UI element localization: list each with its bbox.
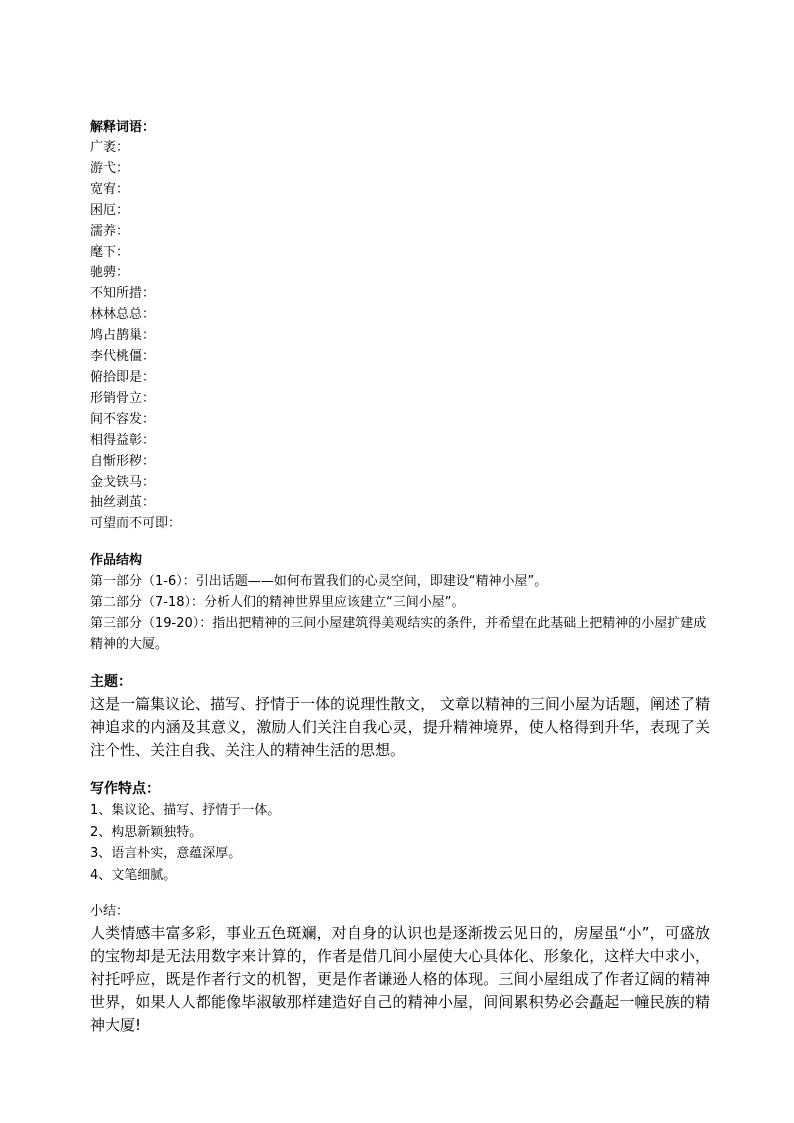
vocab-term: 林林总总： [90, 307, 156, 323]
theme-heading: 主题： [90, 674, 132, 691]
summary-text: 人类情感丰富多彩，事业五色斑斓，对自身的认识也是逐渐拨云见日的，房屋虽“小”，可盛放的宝物却是无法用数字来计算的，作者是借几间小屋使大心具体化、形象化，这样大中求小，衬托呼应，既是作者行文的机智，更是作者谦逊人格的体现。三间小屋组成了作者辽阔的精神世界，如果人人都能像毕淑敏那样建造好自己的精神小屋，间间累积势必会矗起一幢民族的精神大厦! [90, 924, 710, 1035]
vocab-term: 俯拾即是： [90, 369, 156, 385]
vocab-heading: 解释词语： [90, 120, 156, 135]
structure-heading: 作品结构 [90, 553, 143, 569]
structure-part-1: 第一部分（1-6）：引出话题——如何布置我们的心灵空间，即建设“精神小屋”。 [90, 574, 548, 590]
features-heading: 写作特点： [90, 781, 160, 798]
theme-text: 这是一篇集议论、描写、抒情于一体的说理性散文， 文章以精神的三间小屋为话题，阐述了精神追求的内涵及其意义，激励人们关注自我心灵，提升精神境界，使人格得到升华，表现了关注个性、关注自我、关注人的精神生活的思想。 [90, 695, 710, 760]
feature-item: 1、集议论、描写、抒情于一体。 [90, 803, 281, 819]
vocab-term: 困厄： [90, 202, 130, 218]
vocab-term: 麾下： [90, 244, 130, 260]
vocab-term: 驰骋： [90, 265, 130, 281]
vocab-term: 金戈铁马： [90, 474, 156, 490]
vocab-term: 抽丝剥茧： [90, 495, 156, 511]
feature-item: 4、文笔细腻。 [90, 867, 177, 883]
vocab-term: 相得益彰： [90, 432, 156, 448]
vocab-term: 形销骨立： [90, 390, 156, 406]
feature-item: 3、语言朴实，意蕴深厚。 [90, 846, 242, 862]
summary-heading: 小结： [90, 904, 130, 920]
vocab-term: 可望而不可即： [90, 516, 182, 532]
structure-part-2: 第二部分（7-18）：分析人们的精神世界里应该建立“三间小屋”。 [90, 595, 465, 611]
vocab-term: 游弋： [90, 160, 130, 176]
vocab-term: 间不容发： [90, 411, 156, 427]
vocab-term: 广袤： [90, 140, 130, 155]
document-page [90, 118, 710, 1037]
vocab-term: 鸠占鹊巢： [90, 328, 156, 344]
structure-part-3: 第三部分（19-20）：指出把精神的三间小屋建筑得美观结实的条件，并希望在此基础上把精神的小屋扩建成精神的大厦。 [90, 616, 707, 653]
vocab-term: 濡养： [90, 223, 130, 239]
vocab-list [90, 138, 710, 535]
feature-item: 2、构思新颖独特。 [90, 824, 203, 840]
vocab-term: 李代桃僵： [90, 349, 156, 365]
vocab-term: 自惭形秽： [90, 453, 156, 469]
vocab-term: 宽宥： [90, 181, 130, 197]
vocab-term: 不知所措： [90, 286, 156, 302]
